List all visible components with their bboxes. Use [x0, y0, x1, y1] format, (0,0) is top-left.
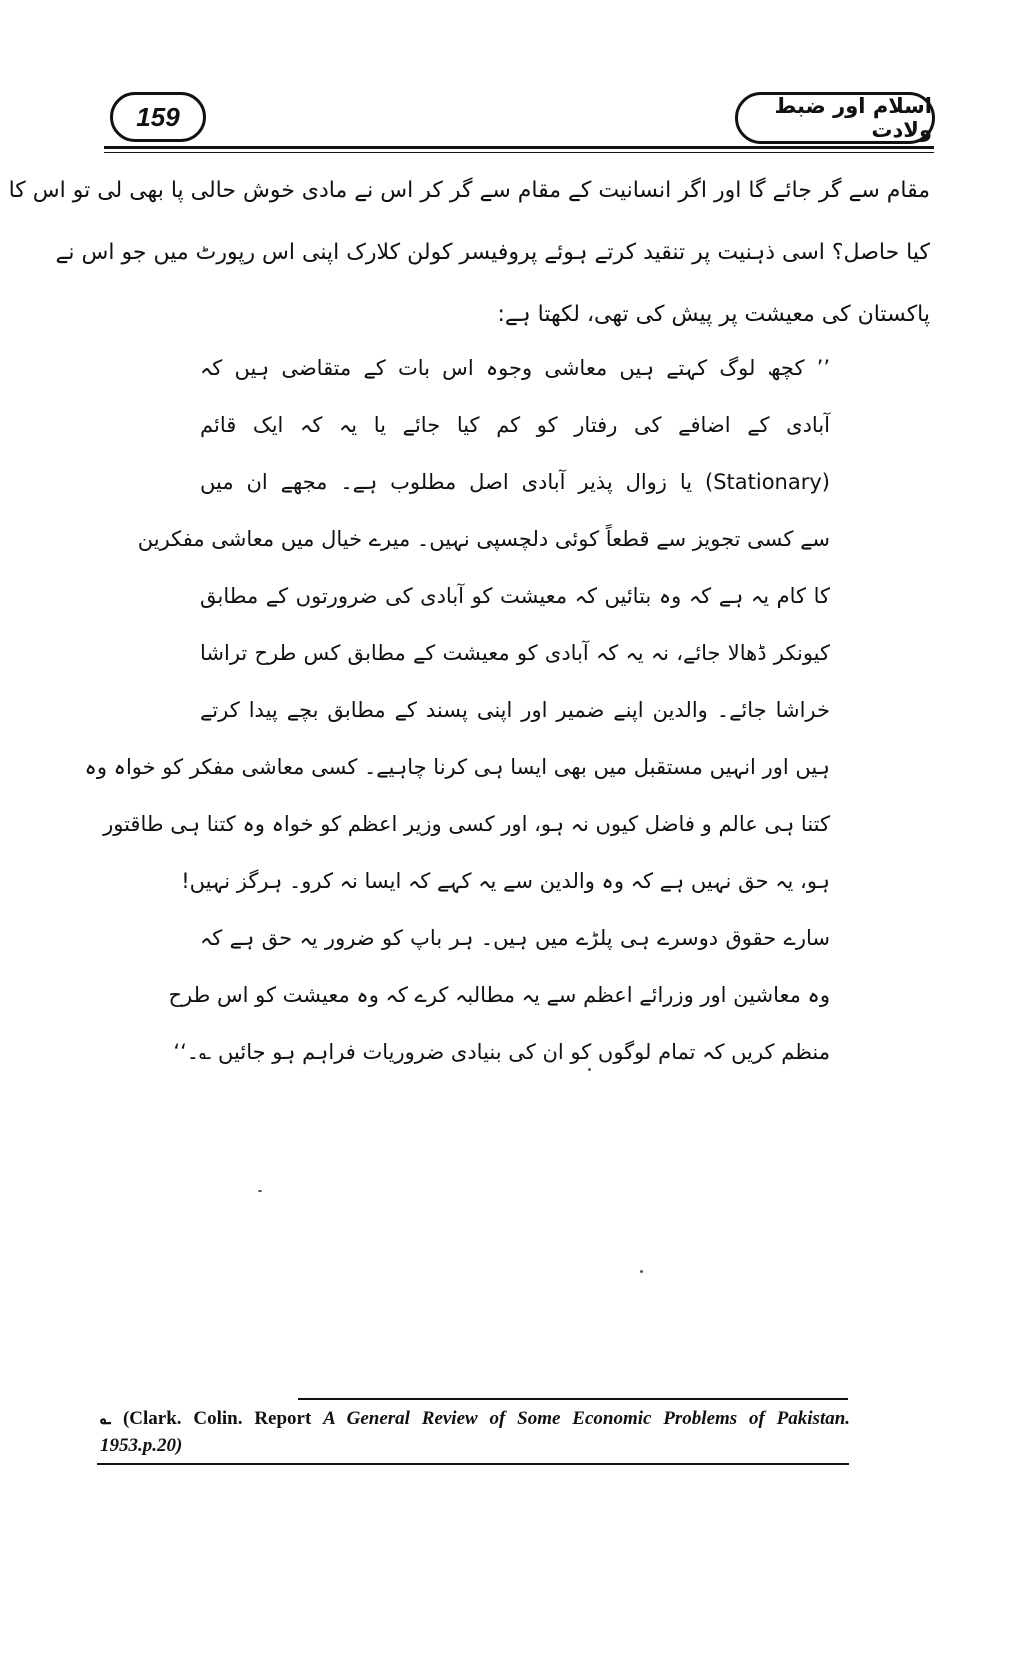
footnote-rule-top — [298, 1398, 848, 1400]
speck — [258, 1190, 262, 1192]
quote-line: کا کام یہ ہے کہ وہ بتائیں کہ معیشت کو آبادی کی ضرورتوں کے مطابق — [200, 584, 830, 608]
speck — [640, 1270, 643, 1273]
intro-line: مقام سے گر جائے گا اور اگر انسانیت کے مقام سے گر کر اس نے مادی خوش حالی پا بھی لی تو اس کا — [8, 178, 930, 203]
footnote — [100, 1405, 850, 1459]
quote-line: منظم کریں کہ تمام لوگوں کو ان کی بنیادی ضروریات فراہم ہو جائیں ؎۔‘‘ — [173, 1040, 830, 1064]
page-number-badge — [110, 92, 206, 142]
header-rule-thick — [104, 146, 934, 149]
page-number: 159 — [136, 101, 180, 132]
quote-line: سارے حقوق دوسرے ہی پلڑے میں ہیں۔ ہر باپ کو ضرور یہ حق ہے کہ — [200, 926, 830, 950]
quote-line: آبادی کے اضافے کی رفتار کو کم کیا جائے یا یہ کہ ایک قائم — [200, 413, 830, 437]
quote-line: وہ معاشین اور وزرائے اعظم سے یہ مطالبہ کرے کہ وہ معیشت کو اس طرح — [168, 983, 830, 1007]
intro-line: پاکستان کی معیشت پر پیش کی تھی، لکھتا ہے: — [497, 302, 930, 327]
quote-line: خراشا جائے۔ والدین اپنے ضمیر اور اپنی پسند کے مطابق بچے پیدا کرتے — [200, 698, 830, 722]
quote-line: کتنا ہی عالم و فاضل کیوں نہ ہو، اور کسی وزیر اعظم کو خواہ وہ کتنا ہی طاقتور — [103, 812, 830, 836]
speck — [588, 1068, 591, 1071]
footnote-marker: ؎ — [100, 1408, 112, 1429]
header-rule-thin — [104, 152, 934, 153]
running-title: اسلام اور ضبط ولادت — [774, 94, 932, 142]
running-title-badge — [735, 92, 935, 144]
quote-line: کیونکر ڈھالا جائے، نہ یہ کہ آبادی کو معیشت کے مطابق کس طرح تراشا — [200, 641, 830, 665]
quote-line: سے کسی تجویز سے قطعاً کوئی دلچسپی نہیں۔ میرے خیال میں معاشی مفکرین — [137, 527, 830, 551]
footnote-title: A General Review of Some Economic Problems of Pakistan. 1953.p.20) — [100, 1408, 851, 1456]
footnote-rule-bottom — [97, 1463, 849, 1465]
quote-line: ہیں اور انہیں مستقبل میں بھی ایسا ہی کرنا چاہیے۔ کسی معاشی مفکر کو خواہ وہ — [84, 755, 830, 779]
intro-line: کیا حاصل؟ اسی ذہنیت پر تنقید کرتے ہوئے پروفیسر کولن کلارک اپنی اس رپورٹ میں جو اس نے — [55, 240, 930, 265]
block-quote — [84, 340, 830, 1081]
quote-line: ہو، یہ حق نہیں ہے کہ وہ والدین سے یہ کہے کہ ایسا نہ کرو۔ ہرگز نہیں! — [181, 869, 830, 893]
quote-line: (Stationary) یا زوال پذیر آبادی اصل مطلوب ہے۔ مجھے ان میں — [200, 470, 830, 494]
footnote-prefix: (Clark. Colin. Report — [122, 1408, 312, 1429]
quote-line: ’’ کچھ لوگ کہتے ہیں معاشی وجوہ اس بات کے متقاضی ہیں کہ — [200, 356, 830, 380]
intro-paragraph — [8, 160, 930, 346]
